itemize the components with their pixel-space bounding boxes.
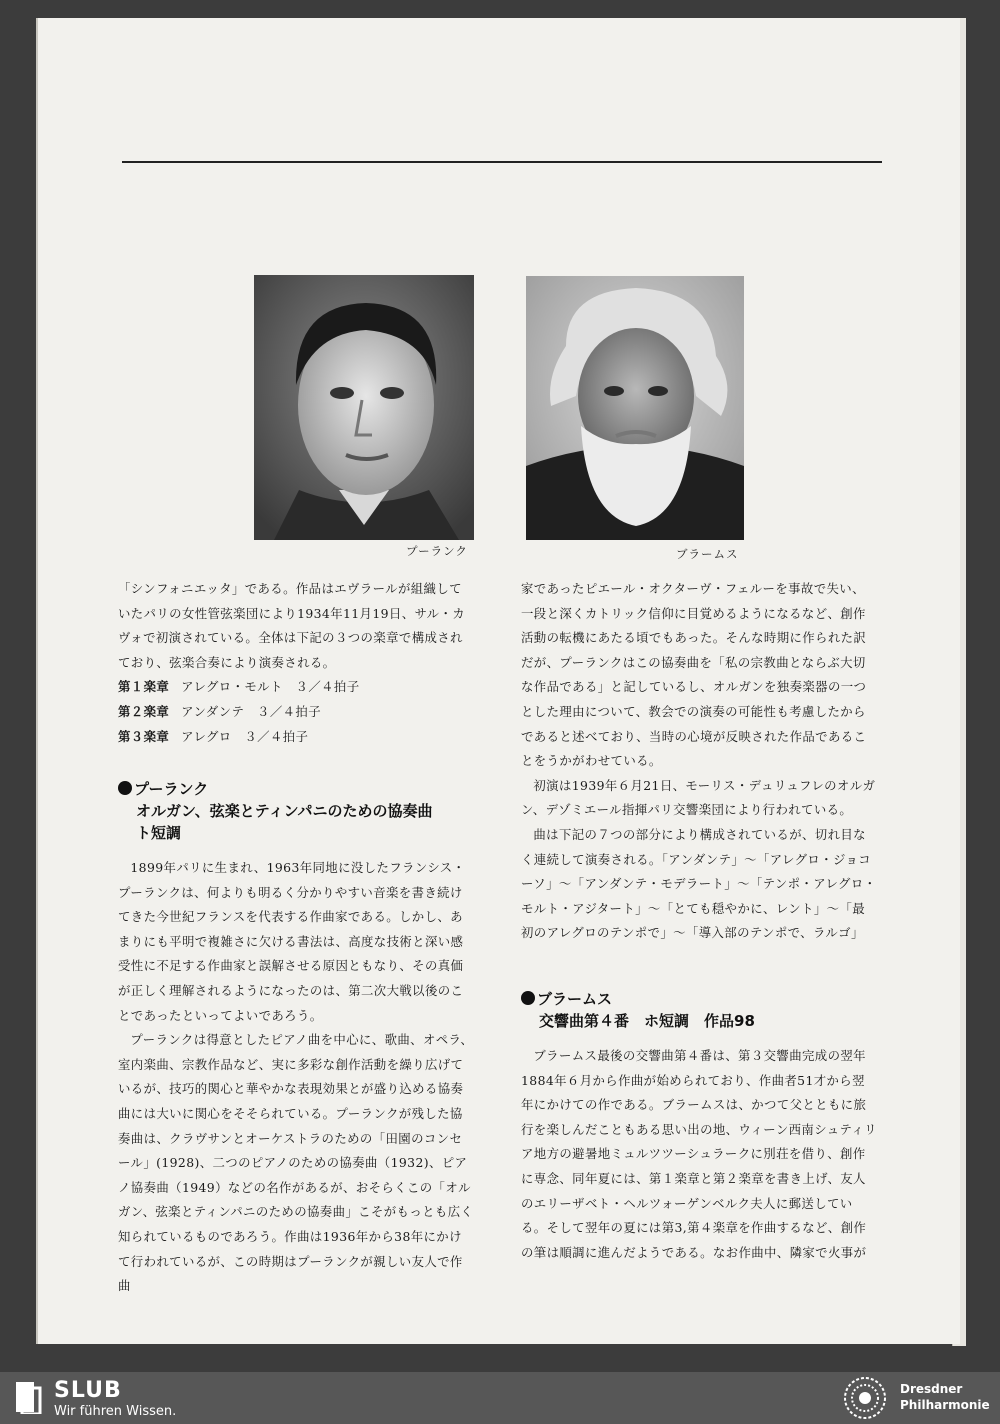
left-column-body [118,856,474,1299]
left-column-intro [118,577,474,749]
bullet-icon [118,781,132,795]
slub-name[interactable]: SLUB [54,1378,122,1403]
movement-text: アンダンテ ３／４拍子 [181,703,322,719]
brahms-paragraph: ブラームス最後の交響曲第４番は、第３交響曲完成の翌年1884年６月から作曲が始められており、作曲者51才から翌年にかけての作である。ブラームスは、かつて父とともに旅行を楽しんだこともある思い出の地、ウィーン西南シュティリア地方の避暑地ミュルツツーシュラークに別荘を借り、創作に専念、同年夏には、第１楽章と第２楽章を書き上げ、友人のエリーザベト・ヘルツォーゲンベルク夫人に郵送している。そして翌年の夏には第3,第４楽章を作曲するなど、創作の筆は順調に進んだようである。なお作曲中、隣家で火事が [521,1048,877,1260]
right-column-brahms [521,1044,877,1265]
brahms-heading [521,988,755,1032]
slub-logo-icon [14,1380,44,1414]
poulenc-paragraph-1: 1899年パリに生まれ、1963年同地に没したフランシス・プーランクは、何よりも明るく分かりやすい音楽を書き続けてきた今世紀フランスを代表する作曲家である。しかし、あまりにも平明で複雑さに欠ける書法は、高度な技術と深い感受性に不足する作曲家と誤解させる原因ともなり、その真価が正しく理解されるようになったのは、第二次大戦以後のことであったといってよいであろう。 [118,860,466,1023]
movement-label: 第３楽章 [118,728,170,744]
movement-text: アレグロ ３／４拍子 [181,728,309,744]
poulenc-caption: プーランク [406,544,468,558]
movement-text: アレグロ・モルト ３／４拍子 [181,679,360,695]
movement-2 [118,700,474,725]
heading-composer [521,988,755,1010]
poulenc-paragraph-2: プーランクは得意としたピアノ曲を中心に、歌曲、オペラ、室内楽曲、宗教作品など、実に多彩な創作活動を繰り広げているが、技巧的関心と華やかな表現効果とが盛り込める協奏曲には大いに関心をそそられている。プーランクが残した協奏曲は、クラヴサンとオーケストラのための「田園のコンセール」(1928)、二つのピアノのための協奏曲（1932)、ピアノ協奏曲（1949）などの名作があるが、おそらくこの「オルガン、弦楽とティンパニのための協奏曲」こそがもっとも広く知られているものであろう。作曲は1936年から38年にかけて行われているが、この時期はプーランクが親しい友人で作曲 [118,1032,474,1294]
work-key: ト短調 [136,824,182,842]
slub-tagline: Wir führen Wissen. [54,1404,177,1419]
poulenc-heading [118,778,433,844]
work-title: 交響曲第４番 ホ短調 作品98 [539,1012,755,1030]
movement-label: 第１楽章 [118,679,170,695]
footer-bar [0,1372,1000,1424]
right-column-body [521,577,877,946]
dresdner-philharmonie-logo-icon [843,1376,887,1420]
poulenc-portrait [254,275,474,540]
partner-name-line2[interactable]: Philharmonie [900,1398,990,1412]
poulenc-paragraph-3: 家であったピエール・オクターヴ・フェルーを事故で失い、一段と深くカトリック信仰に目覚めるようになるなど、創作活動の転機にあたる頃でもあった。そんな時期に作られた訳だが、プーランクはこの協奏曲を「私の宗教曲とならぶ大切な作品である」と記しているし、オルガンを独奏楽器の一つとした理由について、教会での演奏の可能性も考慮したからであると述べており、当時の心境が反映された作品であることをうかがわせている。 [521,581,867,769]
intro-paragraph: 「シンフォニエッタ」である。作品はエヴラールが組織していたパリの女性管弦楽団により1934年11月19日、サル・カヴォで初演されている。全体は下記の３つの楽章で構成されており、弦楽合奏により演奏される。 [118,581,466,670]
brahms-portrait [526,276,744,540]
composer-name: ブラームス [537,990,613,1008]
premiere-paragraph: 初演は1939年６月21日、モーリス・デュリュフレのオルガン、デゾミエール指揮パリ交響楽団により行われている。 [521,777,876,818]
brahms-caption: ブラームス [676,547,739,561]
work-title: オルガン、弦楽とティンパニのための協奏曲 [136,802,433,820]
movement-3 [118,725,474,750]
movement-label: 第２楽章 [118,703,170,719]
composer-name: プーランク [134,780,209,798]
header-rule [122,161,882,163]
partner-name-line1[interactable]: Dresdner [900,1382,963,1396]
movement-1 [118,675,474,700]
heading-composer [118,778,433,800]
structure-paragraph: 曲は下記の７つの部分により構成されているが、切れ目なく連続して演奏される。「アンダンテ」～「アレグロ・ジョコーソ」～「アンダンテ・モデラート」～「テンポ・アレグロ・モルト・アジタート」～「とても穏やかに、レント」～「最初のアレグロのテンポで」～「導入部のテンポで、ラルゴ」 [521,826,877,941]
bullet-icon [521,991,535,1005]
